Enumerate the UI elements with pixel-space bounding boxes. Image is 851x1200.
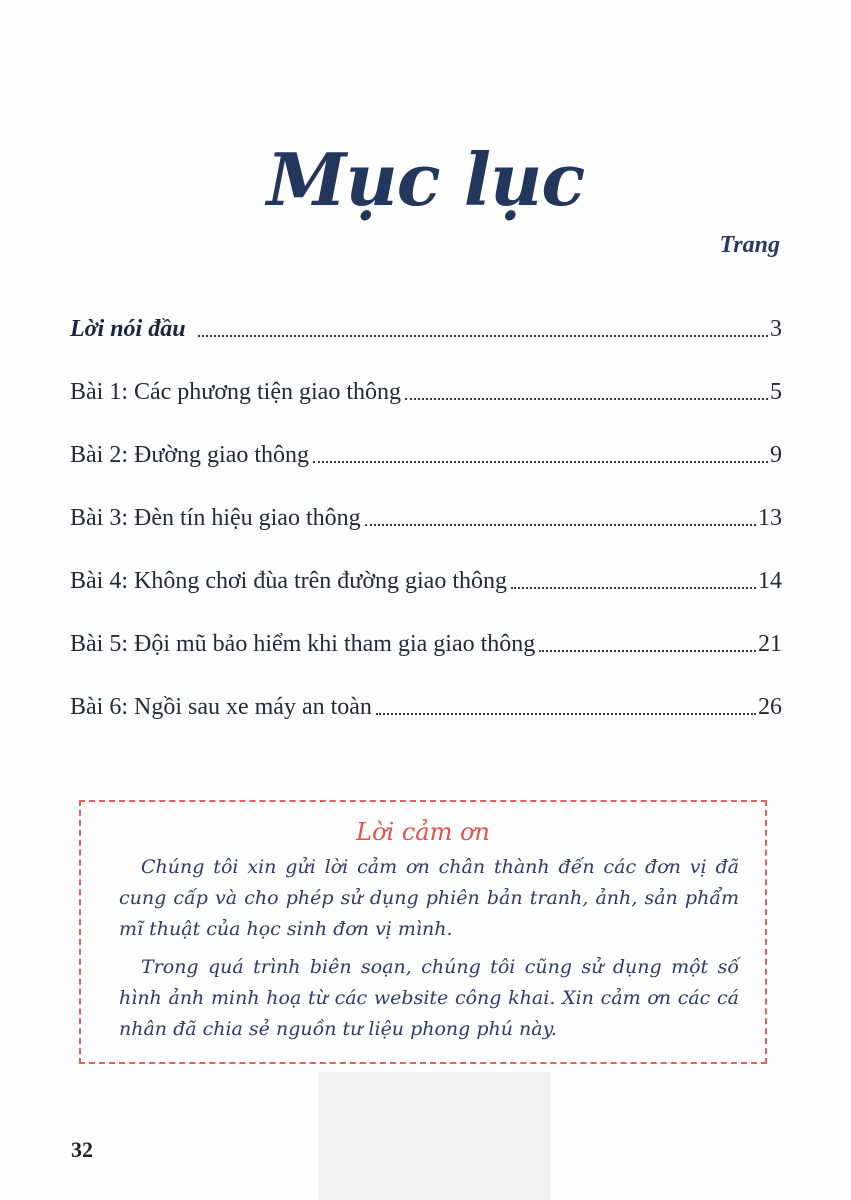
toc-entry-label: Lời nói đầu [70, 316, 186, 342]
toc-entry-page: 3 [770, 316, 782, 342]
toc-entry-page: 26 [758, 694, 782, 720]
toc-entry-page: 21 [758, 631, 782, 657]
toc-dot-leader [405, 398, 768, 400]
toc-entry-lesson-3[interactable] [70, 469, 782, 532]
toc-entry-lesson-4[interactable] [70, 532, 782, 595]
toc-entry-page: 13 [758, 505, 782, 531]
toc-entry-label: Bài 6: Ngồi sau xe máy an toàn [70, 694, 372, 720]
toc-entry-label: Bài 2: Đường giao thông [70, 442, 310, 468]
toc-entry-label: Bài 4: Không chơi đùa trên đường giao thông [70, 568, 507, 594]
toc-entry-lesson-6[interactable] [70, 658, 782, 721]
acknowledgements-paragraph: Chúng tôi xin gửi lời cảm ơn chân thành đến các đơn vị đã cung cấp và cho phép sử dụng phiên bản tranh, ảnh, sản phẩm mĩ thuật của học sinh đơn vị mình. [119, 856, 739, 940]
scan-shadow [318, 1072, 550, 1200]
page-number: 32 [71, 1137, 93, 1162]
acknowledgements-paragraph: Trong quá trình biên soạn, chúng tôi cũng sử dụng một số hình ảnh minh hoạ từ các website công khai. Xin cảm ơn các cá nhân đã chia sẻ nguồn tư liệu phong phú này. [119, 956, 739, 1040]
toc-dot-leader [198, 335, 768, 337]
toc-dot-leader [539, 650, 756, 652]
acknowledgements-box [79, 800, 767, 1064]
toc-entry-lesson-1[interactable] [70, 343, 782, 406]
toc-entry-intro[interactable] [70, 280, 782, 343]
toc-entry-page: 5 [770, 379, 782, 405]
toc-entry-lesson-5[interactable] [70, 595, 782, 658]
toc-entry-label: Bài 5: Đội mũ bảo hiểm khi tham gia giao thông [70, 631, 536, 657]
page-column-label: Trang [719, 232, 780, 258]
toc-entry-label: Bài 1: Các phương tiện giao thông [70, 379, 401, 405]
toc-dot-leader [313, 461, 768, 463]
table-of-contents [70, 280, 782, 721]
page-title: Mục lục [266, 137, 585, 223]
toc-dot-leader [365, 524, 756, 526]
toc-entry-page: 9 [770, 442, 782, 468]
toc-entry-label: Bài 3: Đèn tín hiệu giao thông [70, 505, 361, 531]
acknowledgements-title: Lời cảm ơn [356, 818, 490, 846]
toc-entry-page: 14 [758, 568, 782, 594]
toc-dot-leader [376, 713, 756, 715]
toc-dot-leader [511, 587, 756, 589]
toc-entry-lesson-2[interactable] [70, 406, 782, 469]
